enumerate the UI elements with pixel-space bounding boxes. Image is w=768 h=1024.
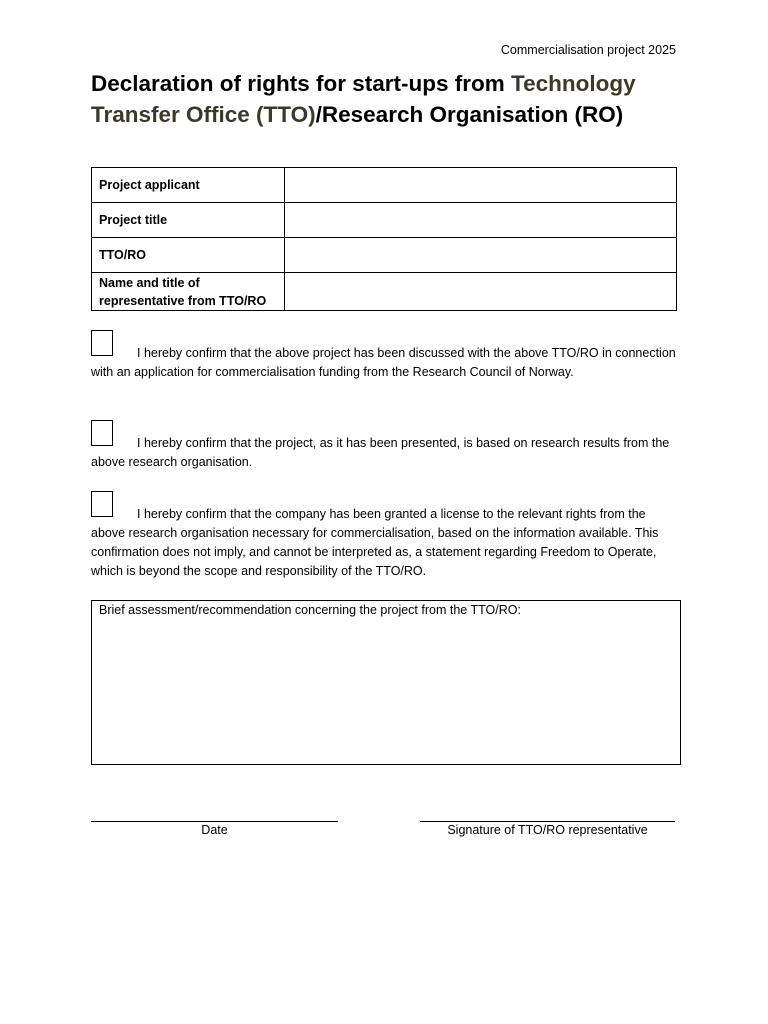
- representative-label-line1: Name and title of: [99, 275, 200, 290]
- project-info-table: [91, 167, 677, 311]
- representative-field[interactable]: [285, 273, 677, 311]
- tto-ro-label: TTO/RO: [92, 238, 285, 273]
- table-row: [92, 168, 677, 203]
- representative-signature-block: [420, 821, 675, 837]
- assessment-label: Brief assessment/recommendation concerning the project from the TTO/RO:: [99, 603, 521, 617]
- table-row: [92, 273, 677, 311]
- date-signature-block: [91, 821, 338, 837]
- tto-ro-field[interactable]: [285, 238, 677, 273]
- date-line[interactable]: [91, 821, 338, 822]
- confirmation-2-text: I hereby confirm that the project, as it has been presented, is based on research results from the above research organisation.: [91, 436, 670, 469]
- title-part2: /Research Organisation (RO): [315, 102, 624, 127]
- confirmation-3-text: I hereby confirm that the company has been granted a license to the relevant rights from the above research organisation necessary for commercialisation, based on the information available. This confirmation does not imply, and cannot be interpreted as, a statement regarding Freedom to Operate, which is beyond the scope and responsibility of the TTO/RO.: [91, 507, 659, 578]
- project-title-label: Project title: [92, 203, 285, 238]
- assessment-textarea[interactable]: [96, 623, 676, 760]
- confirmation-3: [91, 491, 677, 581]
- confirmation-3-checkbox[interactable]: [91, 491, 113, 517]
- confirmation-2-checkbox[interactable]: [91, 420, 113, 446]
- title-highlight: Technology Transfer Office (TTO): [91, 71, 636, 127]
- signature-label: Signature of TTO/RO representative: [447, 823, 648, 837]
- confirmation-1-checkbox[interactable]: [91, 330, 113, 356]
- confirmation-2: [91, 420, 677, 472]
- page-title: [91, 68, 681, 130]
- representative-label-line2: representative from TTO/RO: [99, 293, 267, 308]
- confirmation-1: [91, 330, 677, 382]
- table-row: [92, 203, 677, 238]
- date-label: Date: [201, 823, 228, 837]
- project-applicant-field[interactable]: [285, 168, 677, 203]
- project-title-field[interactable]: [285, 203, 677, 238]
- representative-label: [92, 273, 285, 311]
- signature-line[interactable]: [420, 821, 675, 822]
- title-part1: Declaration of rights for start-ups from: [91, 71, 512, 96]
- table-row: [92, 238, 677, 273]
- project-applicant-label: Project applicant: [92, 168, 285, 203]
- confirmation-1-text: I hereby confirm that the above project has been discussed with the above TTO/RO in connection with an application for commercialisation funding from the Research Council of Norway.: [91, 346, 676, 379]
- page-header: Commercialisation project 2025: [500, 43, 676, 57]
- assessment-box: [91, 600, 681, 765]
